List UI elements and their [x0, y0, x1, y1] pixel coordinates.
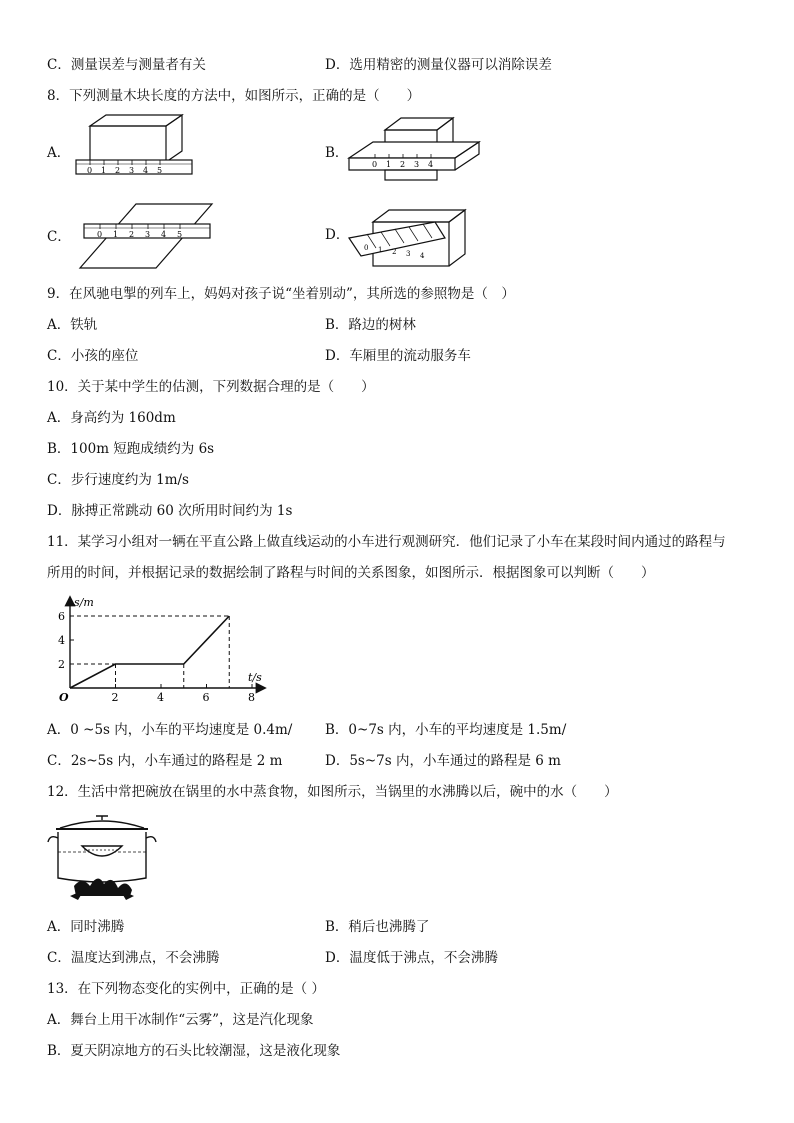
q12-steaming-pot-figure — [46, 810, 158, 902]
q9-option-a: A．铁轨 — [47, 317, 98, 333]
q8-figure-a — [72, 112, 204, 184]
q7-option-d: D．选用精密的测量仪器可以消除误差 — [325, 57, 552, 73]
ruler-c-label-1: 1 — [113, 230, 119, 239]
ruler-d-label-2: 2 — [392, 248, 397, 256]
q13-option-b: B．夏天阴凉地方的石头比较潮湿，这是液化现象 — [47, 1043, 341, 1059]
y-tick-label-4: 4 — [58, 634, 65, 647]
ruler-a-label-5: 5 — [157, 166, 163, 175]
q8-figure-d — [345, 204, 471, 274]
ruler-d-label-1: 1 — [378, 246, 383, 254]
ruler-d-label-3: 3 — [406, 250, 411, 258]
q10-stem: 10．关于某中学生的估测，下列数据合理的是（ ） — [47, 379, 375, 395]
q11-option-a: A．0 ~5s 内，小车的平均速度是 0.4m/ — [47, 722, 293, 738]
q7-option-c: C．测量误差与测量者有关 — [47, 57, 206, 73]
ruler-d-label-0: 0 — [364, 244, 369, 252]
q13-stem: 13．在下列物态变化的实例中，正确的是（ ） — [47, 981, 325, 997]
q10-option-c: C．步行速度约为 1m/s — [47, 472, 189, 488]
q8-figure-c — [72, 198, 222, 274]
q13-option-a: A．舞台上用干冰制作“云雾”，这是汽化现象 — [47, 1012, 314, 1028]
q11-stem-line-2: 所用的时间，并根据记录的数据绘制了路程与时间的关系图象，如图所示．根据图象可以判断（ ） — [47, 565, 655, 581]
q12-stem: 12．生活中常把碗放在锅里的水中蒸食物，如图所示，当锅里的水沸腾以后，碗中的水（ ） — [47, 784, 618, 800]
ruler-a-label-4: 4 — [143, 166, 149, 175]
q11-option-c: C．2s~5s 内，小车通过的路程是 2 m — [47, 753, 283, 769]
q11-option-b: B．0~7s 内，小车的平均速度是 1.5m/ — [325, 722, 567, 738]
q11-st-chart — [50, 592, 275, 710]
y-tick-label-6: 6 — [58, 610, 65, 623]
q10-option-d: D．脉搏正常跳动 60 次所用时间约为 1s — [47, 503, 293, 519]
x-tick-label-6: 6 — [202, 691, 210, 704]
distance-time-line — [70, 616, 229, 688]
ruler-b-label-0: 0 — [372, 160, 378, 169]
ruler-c-label-4: 4 — [161, 230, 167, 239]
q11-option-d: D．5s~7s 内，小车通过的路程是 6 m — [325, 753, 561, 769]
x-tick-label-4: 4 — [157, 691, 164, 704]
q8-label-c: C． — [47, 229, 71, 245]
y-tick-label-2: 2 — [58, 658, 65, 671]
q10-option-b: B．100m 短跑成绩约为 6s — [47, 441, 215, 457]
q10-option-a: A．身高约为 160dm — [47, 410, 176, 426]
q12-option-d: D．温度低于沸点，不会沸腾 — [325, 950, 498, 966]
q9-stem: 9．在风驰电掣的列车上，妈妈对孩子说“坐着别动”，其所选的参照物是（ ） — [47, 286, 515, 302]
q11-stem-line-1: 11．某学习小组对一辆在平直公路上做直线运动的小车进行观测研究．他们记录了小车在某段时间内通过的路程与 — [47, 534, 726, 550]
y-axis-label: s/m — [74, 596, 94, 609]
q8-label-d: D． — [325, 227, 350, 243]
x-tick-label-8: 8 — [248, 691, 255, 704]
x-tick-label-2: 2 — [111, 691, 119, 704]
ruler-a-label-2: 2 — [115, 166, 121, 175]
x-axis-label: t/s — [248, 671, 262, 684]
q8-stem: 8．下列测量木块长度的方法中，如图所示，正确的是（ ） — [47, 88, 421, 104]
q12-option-a: A．同时沸腾 — [47, 919, 125, 935]
q9-option-d: D．车厢里的流动服务车 — [325, 348, 471, 364]
q12-option-b: B．稍后也沸腾了 — [325, 919, 430, 935]
ruler-b-label-3: 3 — [414, 160, 420, 169]
ruler-a-label-3: 3 — [129, 166, 135, 175]
ruler-c-label-3: 3 — [145, 230, 151, 239]
ruler-c-label-2: 2 — [129, 230, 135, 239]
ruler-b-label-4: 4 — [428, 160, 434, 169]
q8-label-a: A． — [47, 145, 71, 161]
ruler-b-label-2: 2 — [400, 160, 406, 169]
q9-option-b: B．路边的树林 — [325, 317, 416, 333]
q12-option-c: C．温度达到沸点，不会沸腾 — [47, 950, 220, 966]
ruler-c-label-5: 5 — [177, 230, 183, 239]
q8-label-b: B． — [325, 145, 349, 161]
q8-figure-b — [345, 112, 485, 184]
q9-option-c: C．小孩的座位 — [47, 348, 139, 364]
ruler-a-label-1: 1 — [101, 166, 107, 175]
ruler-c-label-0: 0 — [97, 230, 103, 239]
ruler-a-label-0: 0 — [87, 166, 93, 175]
ruler-d-label-4: 4 — [420, 252, 425, 260]
ruler-b-label-1: 1 — [386, 160, 392, 169]
origin-label: O — [59, 691, 69, 704]
